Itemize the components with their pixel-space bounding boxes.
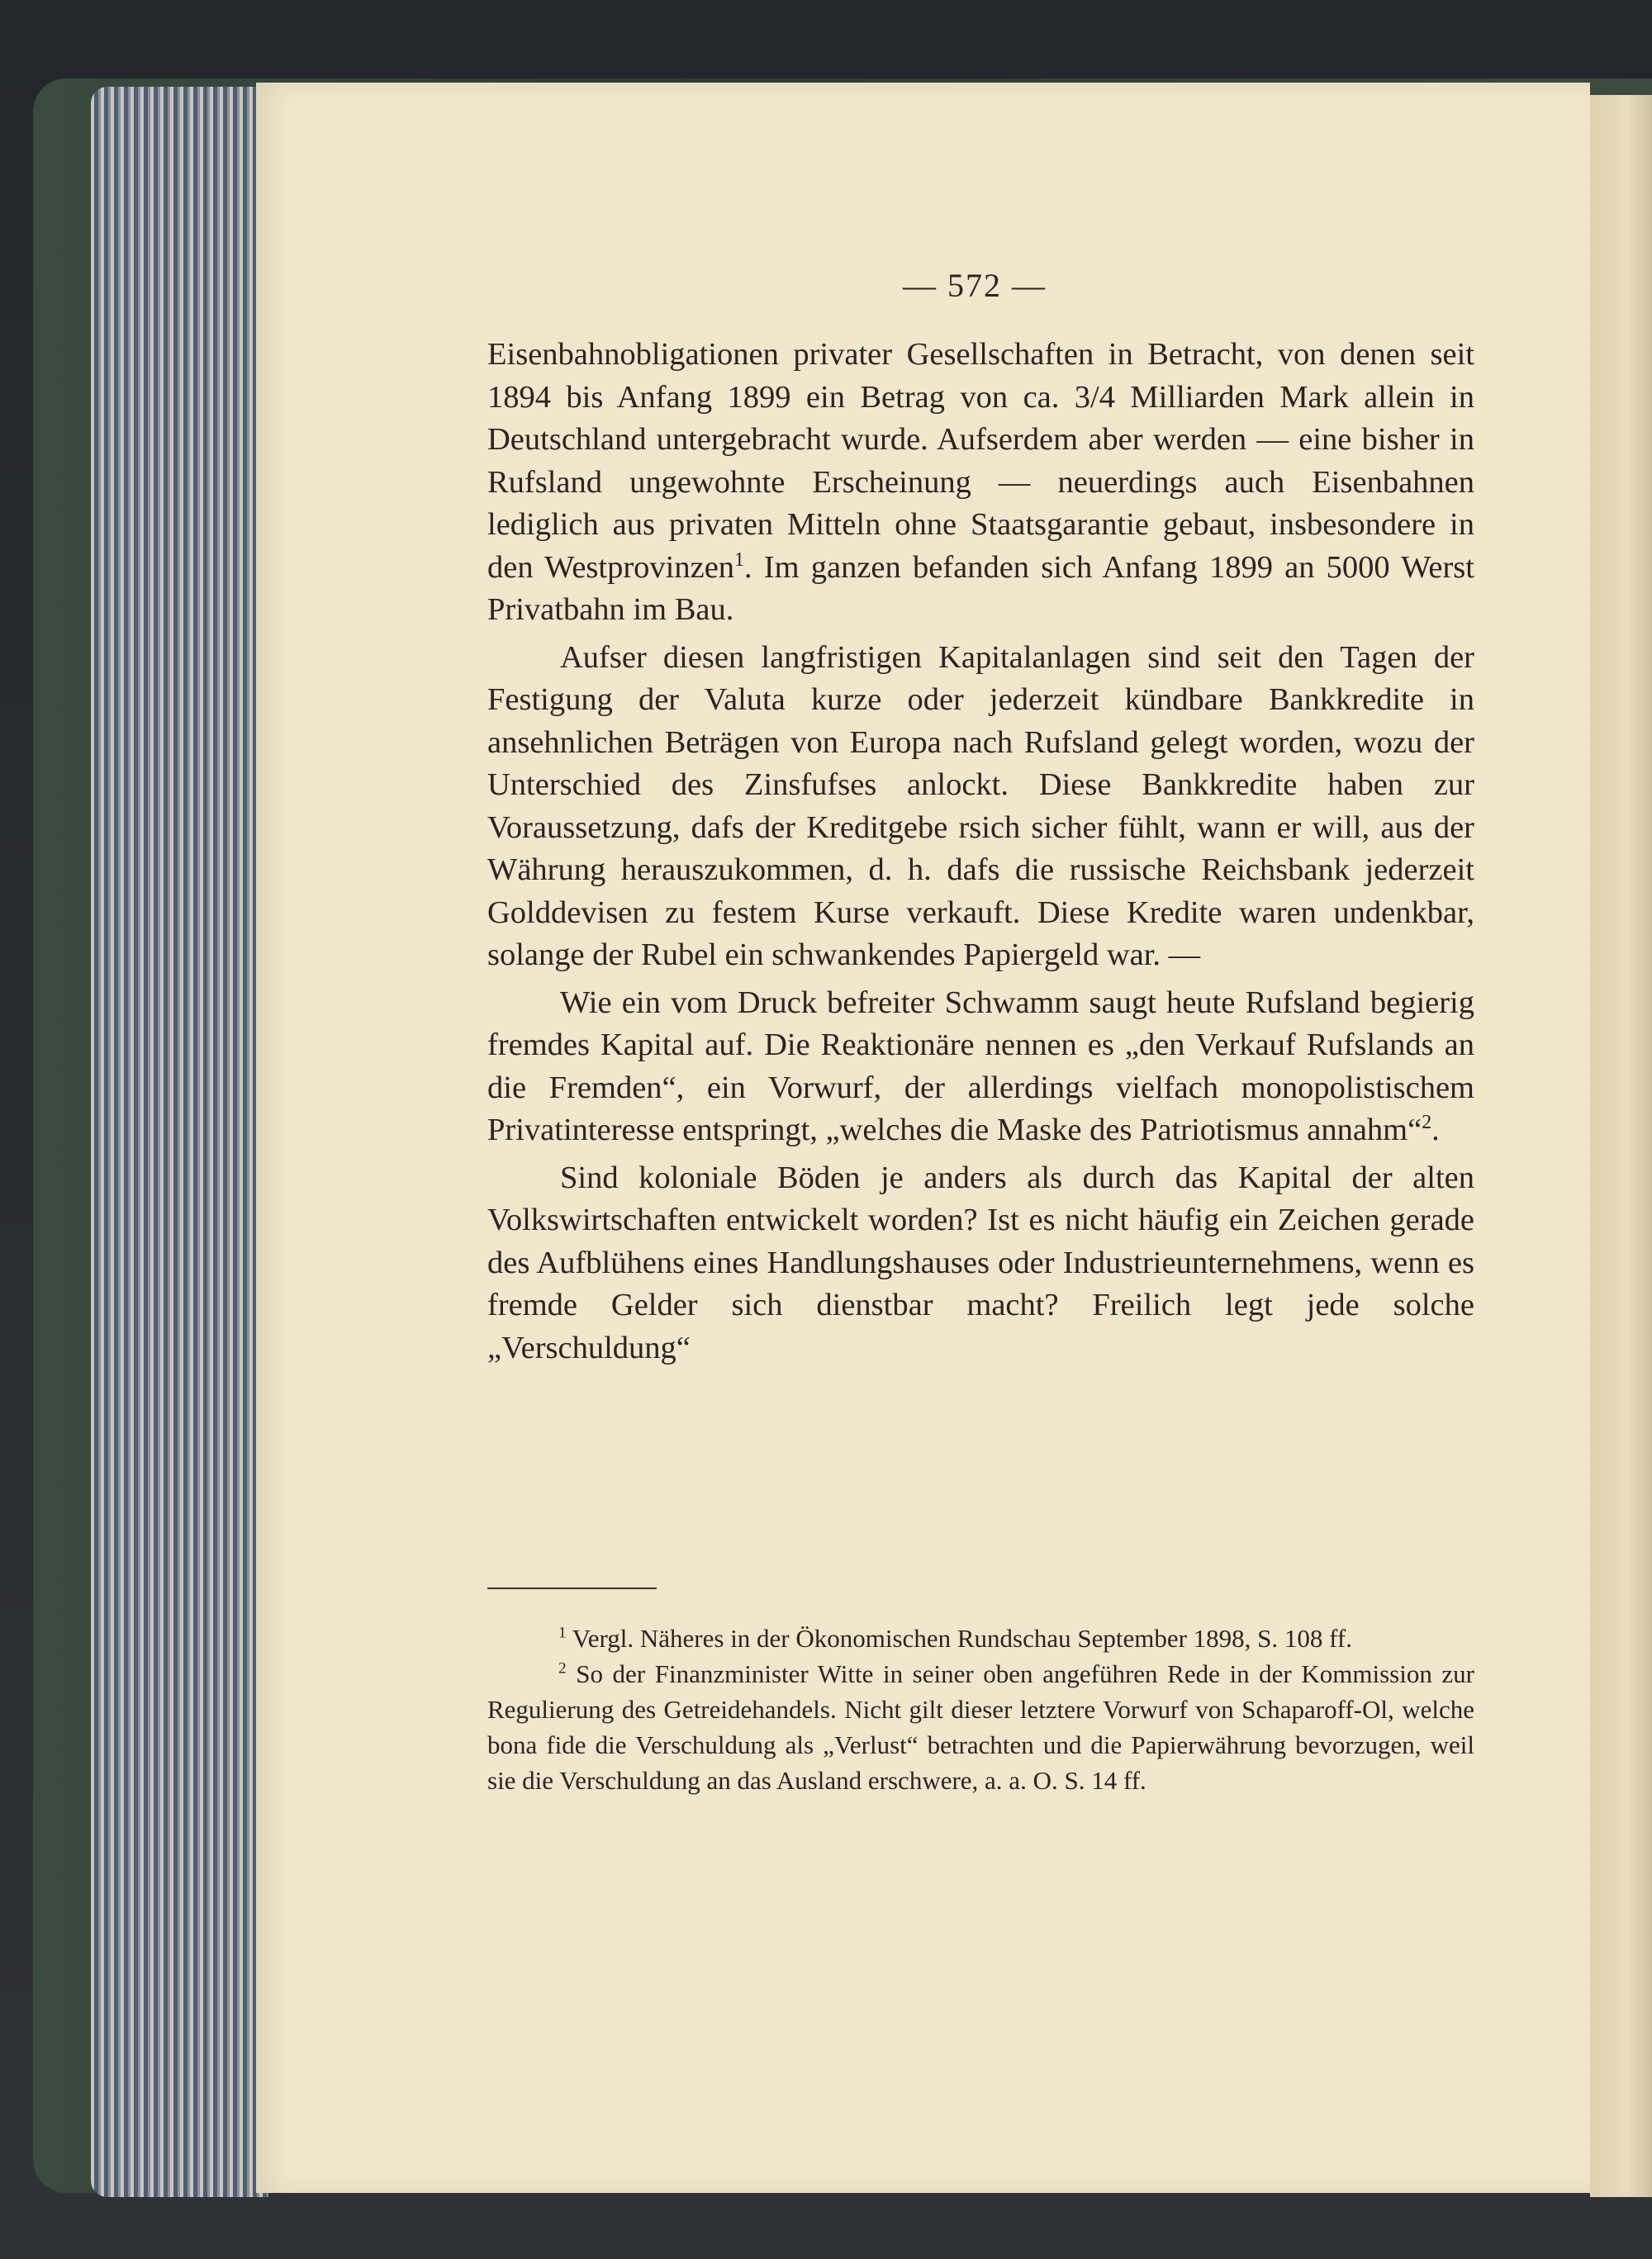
page-number: — 572 —	[903, 267, 1047, 304]
footnote-2	[487, 1656, 1474, 1798]
page-edges	[91, 87, 268, 2197]
footnote-2-mark: 2	[558, 1659, 567, 1678]
main-text	[487, 334, 1474, 1369]
paragraph-3	[487, 982, 1474, 1152]
footnotes	[487, 1621, 1474, 1798]
paragraph-3-text: Wie ein vom Druck befreiter Schwamm saugt heute Rufsland begierig fremdes Kapital auf. Die Reaktionäre nennen es „den Verkauf Rufslands an die Fremden“, ein Vorwurf, der allerdings vielfach monopolistischem Privatinteresse entspringt, „welches die Maske des Patriotismus annahm“	[487, 985, 1474, 1147]
footnote-separator	[487, 1587, 657, 1589]
paragraph-1-end: . Im ganzen befanden sich Anfang 1899 an 5000 Werst Privatbahn im Bau.	[487, 549, 1474, 627]
paragraph-3-end: .	[1431, 1113, 1440, 1147]
paragraph-2: Aufser diesen langfristigen Kapitalanlagen sind seit den Tagen der Festigung der Valuta kurze oder jederzeit kündbare Bankkredite in ansehnlichen Beträgen von Europa nach Rufsland gelegt worden, wozu der Unterschied des Zinsfufses anlockt. Diese Bankkredite haben zur Voraussetzung, dafs der Kreditgebe rsich sicher fühlt, wann er will, aus der Währung herauszukommen, d. h. dafs die russische Reichsbank jederzeit Golddevisen zu festem Kurse verkauft. Diese Kredite waren undenkbar, solange der Rubel ein schwankendes Papiergeld war. —	[487, 639, 1474, 972]
paragraph-1	[487, 334, 1474, 632]
facing-page-edge	[1590, 95, 1652, 2197]
footnote-1-mark: 1	[558, 1624, 567, 1642]
footnote-ref-1: 1	[734, 548, 744, 571]
footnote-ref-2: 2	[1422, 1112, 1432, 1134]
paragraph-1-text: Eisenbahnobligationen privater Gesellschaften in Betracht, von denen seit 1894 bis Anfang 1899 ein Betrag von ca. 3/4 Milliarden Mark allein in Deutschland untergebracht wurde. Aufserdem aber werden — eine bisher in Rufsland ungewohnte Erscheinung — neuerdings auch Eisenbahnen lediglich aus privaten Mitteln ohne Staatsgarantie gebaut, insbesondere in den Westprovinzen	[487, 337, 1474, 585]
paragraph-4: Sind koloniale Böden je anders als durch das Kapital der alten Volkswirtschaften entwickelt worden? Ist es nicht häufig ein Zeichen gerade des Aufblühens eines Handlungshauses oder Industrieunternehmens, wenn es fremde Gelder sich dienstbar macht? Freilich legt jede solche „Verschuldung“	[487, 1160, 1474, 1365]
footnote-1	[487, 1621, 1474, 1656]
footnote-1-text: Vergl. Näheres in der Ökonomischen Rundschau September 1898, S. 108 ff.	[566, 1624, 1352, 1653]
footnote-2-text: So der Finanzminister Witte in seiner oben angeführen Rede in der Kommission zur Regulierung des Getreidehandels. Nicht gilt dieser letztere Vorwurf von Schaparoff-Ol, welche bona fide die Verschuldung als „Verlust“ betrachten und die Papierwährung bevorzugen, weil sie die Verschuldung an das Ausland erschwere, a. a. O. S. 14 ff.	[487, 1659, 1474, 1795]
